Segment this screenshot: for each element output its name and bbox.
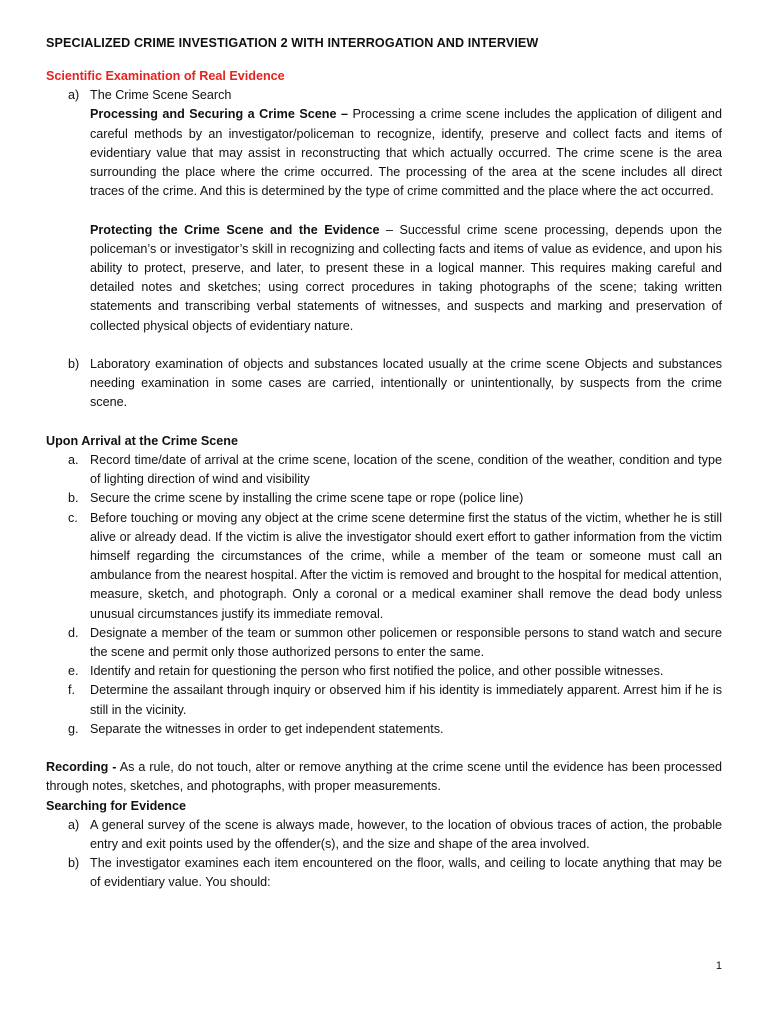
document-title: SPECIALIZED CRIME INVESTIGATION 2 WITH INTERROGATION AND INTERVIEW [46, 36, 539, 50]
list-marker: a) [68, 817, 80, 832]
section-heading-scientific-examination: Scientific Examination of Real Evidence [46, 69, 285, 83]
list-marker: e. [68, 664, 79, 679]
list-marker: a. [68, 453, 79, 468]
list-marker: c. [68, 510, 78, 525]
list-marker: b) [68, 357, 80, 372]
paragraph-text: Processing a crime scene includes the application of diligent and careful methods by an investigator/policeman to recognize, identify, preserve and collect facts and items of evidentiary value that may assist in reconstructing that which actually occurred. The crime scene is the area surrounding the place where the crime occurred. The processing of the area at the scene includes all direct traces of the crime. And this is determined by the type of crime committed and the place where the act occurred. [90, 107, 722, 199]
list-item [46, 720, 722, 739]
list-item [46, 816, 722, 854]
list-item-text: Separate the witnesses in order to get independent statements. [90, 721, 444, 736]
list-item [46, 451, 722, 489]
list-item-text: Designate a member of the team or summon other policemen or responsible persons to stand watch and secure the scene and permit only those authorized persons to enter the same. [90, 625, 722, 660]
paragraph-protecting [90, 221, 722, 336]
list-item-text: Identify and retain for questioning the person who first notified the police, and other possible witnesses. [90, 664, 664, 679]
paragraph-text: – Successful crime scene processing, depends upon the policeman’s or investigator’s skill in recognizing and collecting facts and items of value as evidence, and upon his ability to protect, preserve, and later, to present these in a logical manner. This requires making careful and detailed notes and sketches; using correct procedures in taking photographs of the scene; taking written statements and transcribing verbal statements of witnesses, and suspects and marking and preservation of collected physical objects of evidentiary nature. [90, 222, 722, 333]
item-title: The Crime Scene Search [90, 88, 232, 103]
list-item [46, 624, 722, 662]
list-item [46, 854, 722, 892]
paragraph-recording [46, 758, 722, 796]
paragraph-text: As a rule, do not touch, alter or remove anything at the crime scene until the evidence has been processed through notes, sketches, and photographs, with proper measurements. [46, 760, 723, 794]
list-item [46, 509, 722, 624]
list-item-text: Record time/date of arrival at the crime scene, location of the scene, condition of the weather, condition and type of lighting direction of wind and visibility [90, 453, 722, 487]
section-heading-upon-arrival: Upon Arrival at the Crime Scene [46, 433, 238, 448]
list-marker: a) [68, 88, 80, 103]
list-item-text: A general survey of the scene is always made, however, to the location of obvious traces of action, the probable entry and exit points used by the offender(s), and the size and shape of the area involved. [90, 817, 722, 852]
paragraph-processing [90, 105, 722, 201]
searching-list [46, 816, 722, 893]
list-item [46, 662, 722, 681]
list-marker: b) [68, 856, 80, 871]
list-marker: d. [68, 625, 79, 640]
list-item-body [90, 86, 722, 336]
list-item-text: Before touching or moving any object at the crime scene determine first the status of the victim, whether he is still alive or already dead. If the victim is alive the investigator should exert effort to gather information from the victim himself regarding the circumstances of the crime, while a member of the team or someone must call an ambulance from the nearest hospital. After the victim is removed and brought to the hospital for medical attention, measure, sketch, and photograph. Only a coronal or a medical examiner shall remove the dead body unless unusual circumstances justify its immediate removal. [90, 510, 722, 621]
list-item-text: Laboratory examination of objects and substances located usually at the crime scene Objects and substances needing examination in some cases are carried, intentionally or unintentionally, by suspects from the crime scene. [90, 357, 722, 410]
arrival-list [46, 451, 722, 739]
subheading-protecting: Protecting the Crime Scene and the Evidence [90, 222, 380, 237]
list-item [46, 355, 722, 413]
list-marker: b. [68, 491, 79, 506]
list-item-text: Secure the crime scene by installing the crime scene tape or rope (police line) [90, 491, 524, 506]
list-item [46, 86, 722, 336]
subheading-recording: Recording - [46, 760, 117, 775]
list-item [46, 489, 722, 508]
list-marker: g. [68, 721, 79, 736]
list-marker: f. [68, 683, 75, 698]
list-item-text: Determine the assailant through inquiry or observed him if his identity is immediately apparent. Arrest him if he is still in the vicinity. [90, 683, 722, 717]
subheading-processing: Processing and Securing a Crime Scene – [90, 107, 348, 122]
page-number: 1 [715, 960, 722, 972]
list-item-text: The investigator examines each item encountered on the floor, walls, and ceiling to locate anything that may be of evidentiary value. You should: [90, 856, 722, 890]
section-heading-searching: Searching for Evidence [46, 798, 186, 813]
list-item [46, 681, 722, 719]
section1-list [46, 86, 722, 412]
